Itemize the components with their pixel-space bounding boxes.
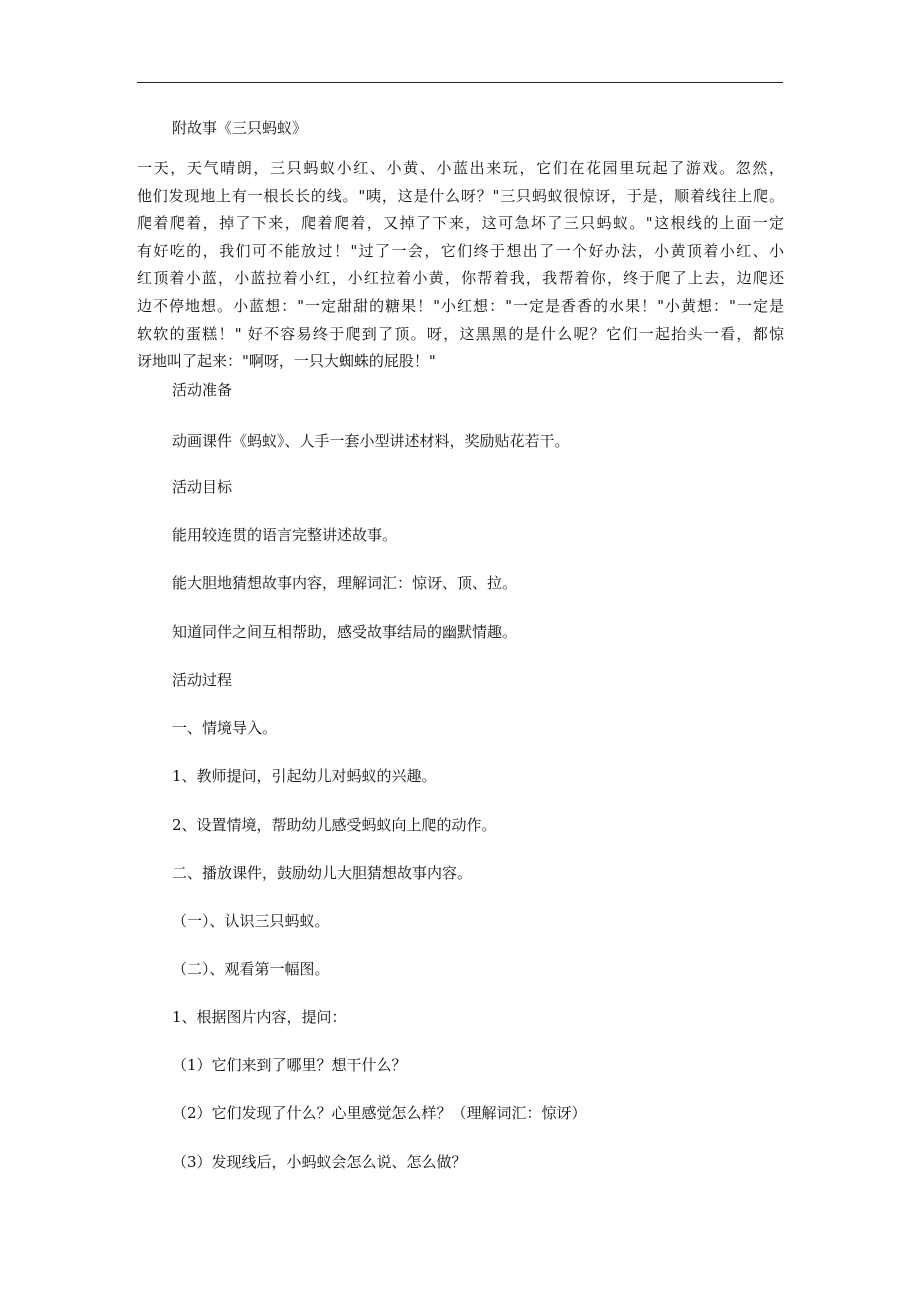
preparation-text: 动画课件《蚂蚁》、人手一套小型讲述材料，奖励贴花若干。	[172, 432, 570, 450]
story-line: 边不停地想。小蓝想："一定甜甜的糖果！"小红想："一定是香香的水果！"小黄想："一定是	[137, 296, 784, 315]
story-line: 他们发现地上有一根长长的线。"咦，这是什么呀？"三只蚂蚁很惊讶，于是，顺着线往上爬。	[137, 186, 784, 205]
process-step: 2、设置情境，帮助幼儿感受蚂蚁向上爬的动作。	[172, 816, 497, 834]
question-item: （1）它们来到了哪里？想干什么？	[172, 1056, 407, 1074]
question-item: （3）发现线后，小蚂蚁会怎么说、怎么做？	[172, 1153, 467, 1171]
section-heading-process: 活动过程	[172, 671, 233, 689]
process-step: 一、情境导入。	[172, 719, 278, 737]
question-item: （2）它们发现了什么？心里感觉怎么样？（理解词汇：惊讶）	[172, 1104, 587, 1122]
story-line: 有好吃的，我们可不能放过！"过了一会，它们终于想出了一个好办法，小黄顶着小红、小	[137, 241, 784, 260]
story-line: 爬着爬着，掉了下来，爬着爬着，又掉了下来，这可急坏了三只蚂蚁。"这根线的上面一定	[137, 214, 784, 233]
goal-item: 知道同伴之间互相帮助，感受故事结局的幽默情趣。	[172, 623, 518, 641]
goal-item: 能大胆地猜想故事内容，理解词汇：惊讶、顶、拉。	[172, 574, 518, 592]
process-step: 二、播放课件，鼓励幼儿大胆猜想故事内容。	[172, 864, 473, 882]
story-paragraph	[137, 155, 784, 376]
story-line: 红顶着小蓝，小蓝拉着小红，小红拉着小黄，你帮着我，我帮着你，终于爬了上去，边爬还	[137, 269, 784, 288]
story-line: 软软的蛋糕！" 好不容易终于爬到了顶。呀，这黑黑的是什么呢？它们一起抬头一看，都惊	[137, 324, 784, 343]
process-step: （二）、观看第一幅图。	[172, 960, 330, 978]
story-title: 附故事《三只蚂蚁》	[172, 119, 308, 137]
section-heading-goals: 活动目标	[172, 478, 233, 496]
process-step: 1、教师提问，引起幼儿对蚂蚁的兴趣。	[172, 767, 437, 785]
process-step: （一）、认识三只蚂蚁。	[172, 912, 330, 930]
header-rule	[137, 82, 783, 83]
story-line: 一天，天气晴朗，三只蚂蚁小红、小黄、小蓝出来玩，它们在花园里玩起了游戏。忽然，	[137, 159, 784, 177]
process-step: 1、根据图片内容，提问：	[172, 1008, 347, 1026]
goal-item: 能用较连贯的语言完整讲述故事。	[172, 526, 398, 544]
section-heading-preparation: 活动准备	[172, 381, 233, 399]
story-line: 讶地叫了起来："啊呀，一只大蜘蛛的屁股！"	[137, 352, 436, 371]
